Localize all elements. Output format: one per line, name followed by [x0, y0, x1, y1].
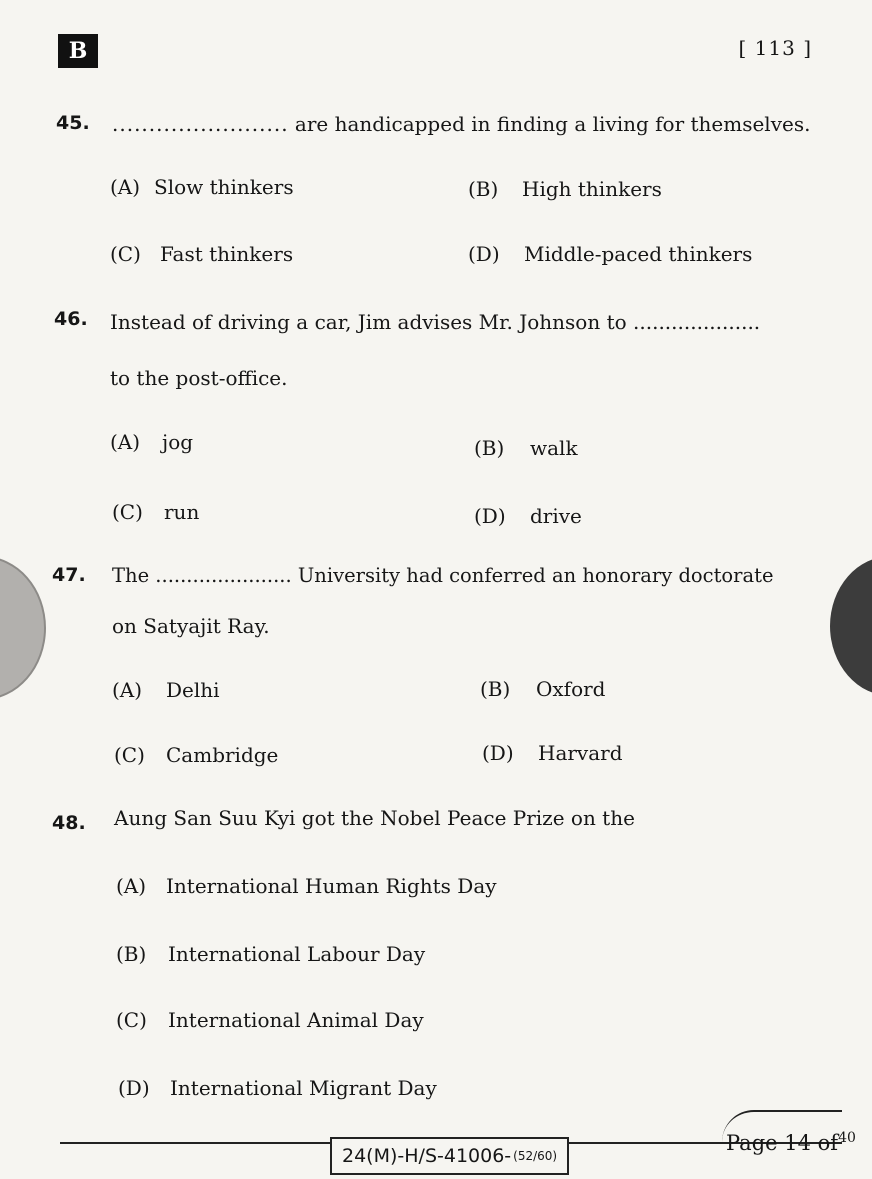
question-text-45: [112, 112, 810, 136]
option-label: (A): [112, 678, 143, 702]
paper-code: 24(M)-H/S-41006-: [342, 1145, 512, 1167]
option-46-d[interactable]: [474, 504, 582, 528]
option-48-a[interactable]: [116, 874, 497, 898]
question-text-46-line2: to the post-office.: [110, 366, 288, 390]
option-text: Slow thinkers: [154, 175, 294, 199]
page-total: 40: [838, 1130, 856, 1146]
option-label: (C): [116, 1008, 147, 1032]
option-45-b[interactable]: [468, 177, 662, 201]
option-48-c[interactable]: [116, 1008, 424, 1032]
paper-code-box: [330, 1137, 569, 1175]
option-46-b[interactable]: [474, 436, 578, 460]
punch-hole-left: [0, 556, 46, 700]
page-number: [726, 1130, 856, 1155]
option-label: (C): [112, 500, 143, 524]
option-46-c[interactable]: [112, 500, 199, 524]
question-text-rest: are handicapped in finding a living for themselves.: [288, 112, 811, 136]
option-label: (B): [474, 436, 505, 460]
option-45-a[interactable]: [110, 175, 294, 199]
option-46-a[interactable]: [110, 430, 193, 454]
option-label: (A): [110, 430, 141, 454]
punch-hole-right: [830, 556, 872, 696]
question-text-47-line2: on Satyajit Ray.: [112, 614, 270, 638]
question-text-46-line1: Instead of driving a car, Jim advises Mr. Johnson to ....................: [110, 310, 761, 334]
question-number-45: 45.: [56, 112, 90, 134]
page-code: [ 113 ]: [738, 36, 812, 60]
question-text-48: Aung San Suu Kyi got the Nobel Peace Prize on the: [114, 806, 635, 830]
option-text: International Animal Day: [168, 1008, 424, 1032]
option-text: Harvard: [538, 741, 623, 765]
option-text: jog: [162, 430, 194, 454]
question-number-46: 46.: [54, 308, 88, 330]
option-label: (C): [114, 743, 145, 767]
section-badge: B: [58, 34, 98, 68]
option-47-b[interactable]: [480, 677, 605, 701]
option-48-b[interactable]: [116, 942, 425, 966]
option-text: International Human Rights Day: [166, 874, 497, 898]
page-label: Page 14 of: [726, 1131, 839, 1155]
question-number-48: 48.: [52, 812, 86, 834]
option-label: (D): [468, 242, 500, 266]
option-label: (A): [110, 175, 141, 199]
option-label: (A): [116, 874, 147, 898]
option-text: run: [164, 500, 200, 524]
question-text-47-line1: The ...................... University had conferred an honorary doctorate: [112, 564, 774, 587]
option-text: walk: [530, 436, 578, 460]
option-text: drive: [530, 504, 582, 528]
option-text: International Labour Day: [168, 942, 426, 966]
option-text: Cambridge: [166, 743, 279, 767]
option-label: (B): [480, 677, 511, 701]
option-text: Fast thinkers: [160, 242, 294, 266]
option-45-d[interactable]: [468, 242, 752, 266]
option-45-c[interactable]: [110, 242, 293, 266]
option-label: (C): [110, 242, 141, 266]
option-label: (D): [474, 504, 506, 528]
question-number-47: 47.: [52, 564, 86, 586]
paper-code-set: (52/60): [513, 1149, 558, 1163]
option-label: (B): [116, 942, 147, 966]
option-text: Delhi: [166, 678, 220, 702]
option-text: International Migrant Day: [170, 1076, 437, 1100]
option-47-d[interactable]: [482, 741, 623, 765]
option-47-a[interactable]: [112, 678, 220, 702]
option-text: Oxford: [536, 677, 606, 701]
option-text: High thinkers: [522, 177, 662, 201]
option-label: (D): [118, 1076, 150, 1100]
option-label: (D): [482, 741, 514, 765]
option-47-c[interactable]: [114, 743, 278, 767]
option-text: Middle-paced thinkers: [524, 242, 753, 266]
option-label: (B): [468, 177, 499, 201]
answer-blank: ........................: [112, 112, 289, 136]
option-48-d[interactable]: [118, 1076, 437, 1100]
